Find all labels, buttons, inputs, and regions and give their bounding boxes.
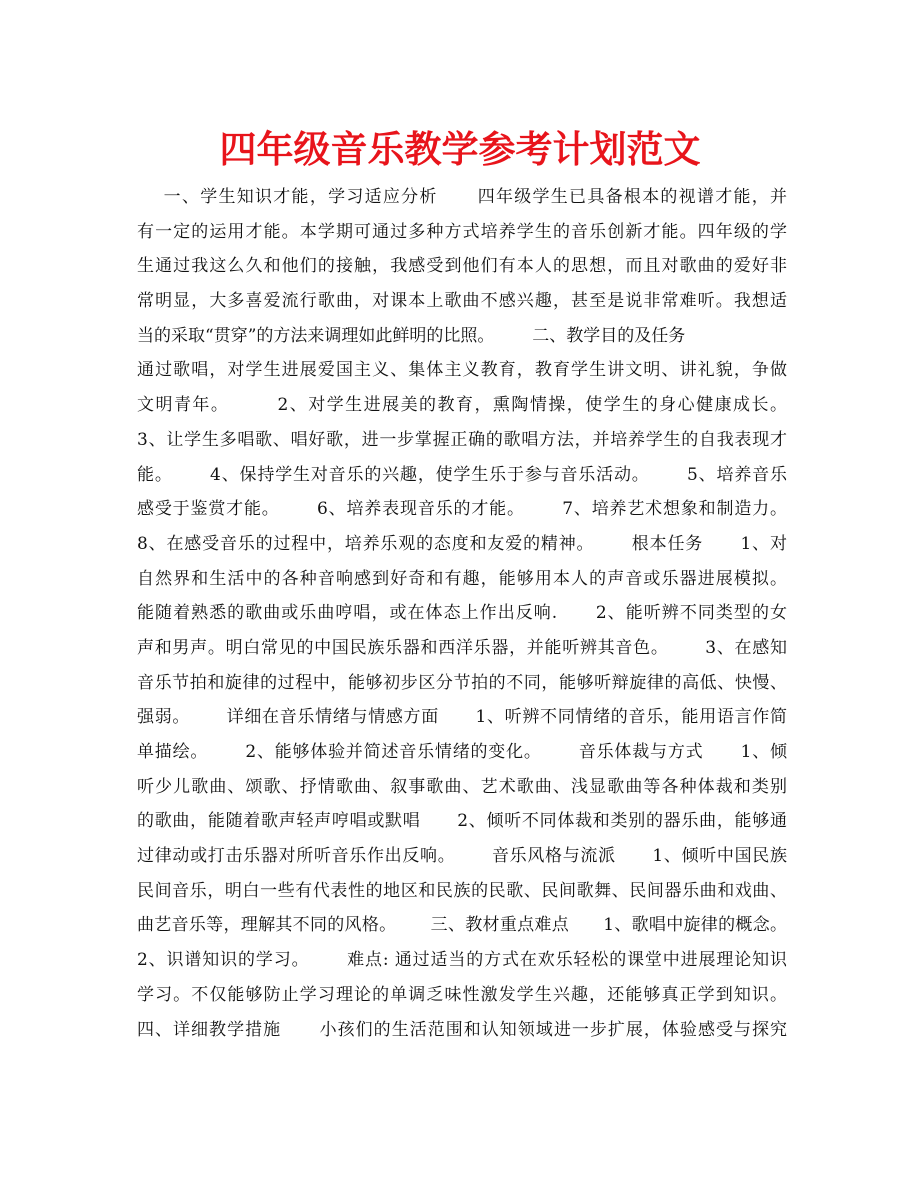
body-line: 自然界和生活中的各种音响感到好奇和有趣，能够用本人的声音或乐器进展模拟。 [137, 568, 787, 589]
body-line: 单描绘。 2、能够体验并简述音乐情绪的变化。 音乐体裁与方式 1、倾 [137, 742, 787, 762]
body-line: 一、学生知识才能，学习适应分析 四年级学生已具备根本的视谱才能，并 [137, 187, 787, 207]
body-line: 能随着熟悉的歌曲或乐曲哼唱，或在体态上作出反响. 2、能听辨不同类型的女 [137, 603, 787, 624]
document-body [137, 180, 787, 1047]
body-line: 3、让学生多唱歌、唱好歌，进一步掌握正确的歌唱方法，并培养学生的自我表现才 [137, 429, 787, 450]
body-line: 能。 4、保持学生对音乐的兴趣，使学生乐于参与音乐活动。 5、培养音乐 [137, 464, 787, 485]
body-line: 听少儿歌曲、颂歌、抒情歌曲、叙事歌曲、艺术歌曲、浅显歌曲等各种体裁和类别 [137, 776, 787, 797]
body-line: 声和男声。明白常见的中国民族乐器和西洋乐器，并能听辨其音色。 3、在感知 [137, 637, 787, 658]
document-title: 四年级音乐教学参考计划范文 [219, 128, 701, 171]
body-line: 四、详细教学措施 小孩们的生活范围和认知领域进一步扩展，体验感受与探究 [137, 1019, 787, 1040]
body-line: 8、在感受音乐的过程中，培养乐观的态度和友爱的精神。 根本任务 1、对 [137, 533, 787, 554]
body-line: 当的采取“贯穿”的方法来调理如此鲜明的比照。 二、教学目的及任务 [137, 325, 686, 346]
body-line: 常明显，大多喜爱流行歌曲，对课本上歌曲不感兴趣，甚至是说非常难听。我想适 [137, 291, 787, 312]
body-line: 民间音乐，明白一些有代表性的地区和民族的民歌、民间歌舞、民间器乐曲和戏曲、 [137, 880, 787, 901]
body-line: 通过歌唱，对学生进展爱国主义、集体主义教育，教育学生讲文明、讲礼貌，争做 [137, 360, 787, 381]
body-line: 学习。不仅能够防止学习理论的单调乏味性激发学生兴趣，还能够真正学到知识。 [137, 984, 787, 1005]
body-line: 音乐节拍和旋律的过程中，能够初步区分节拍的不同，能够听辩旋律的高低、快慢、 [137, 672, 787, 693]
body-line: 生通过我这么久和他们的接触，我感受到他们有本人的思想，而且对歌曲的爱好非 [137, 256, 787, 277]
body-line: 文明青年。 2、对学生进展美的教育，熏陶情操，使学生的身心健康成长。 [137, 395, 787, 416]
body-line: 感受于鉴赏才能。 6、培养表现音乐的才能。 7、培养艺术想象和制造力。 [137, 499, 787, 520]
body-line: 的歌曲，能随着歌声轻声哼唱或默唱 2、倾听不同体裁和类别的器乐曲，能够通 [137, 811, 787, 832]
body-line: 曲艺音乐等，理解其不同的风格。 三、教材重点难点 1、歌唱中旋律的概念。 [137, 915, 787, 936]
body-line: 有一定的运用才能。本学期可通过多种方式培养学生的音乐创新才能。四年级的学 [137, 221, 787, 242]
body-line: 过律动或打击乐器对所听音乐作出反响。 音乐风格与流派 1、倾听中国民族 [137, 846, 787, 867]
body-line: 2、识谱知识的学习。 难点: 通过适当的方式在欢乐轻松的课堂中进展理论知识 [137, 950, 787, 971]
body-line: 强弱。 详细在音乐情绪与情感方面 1、听辨不同情绪的音乐，能用语言作简 [137, 707, 787, 728]
